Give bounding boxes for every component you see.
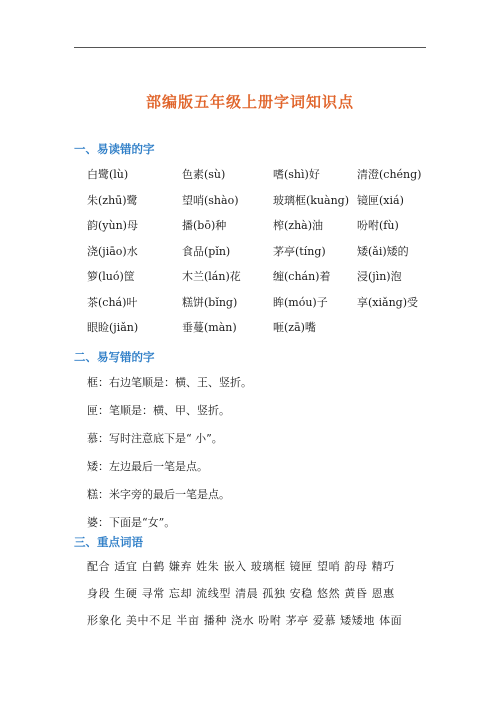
list-item: 匣：笔顺是：横、甲、竖折。 <box>87 404 230 417</box>
list-item: 婆：下面是“女”。 <box>87 516 176 529</box>
word-line: 身段 生硬 寻常 忘却 流线型 清晨 孤独 安稳 悠然 黄昏 恩惠 <box>87 587 395 600</box>
grid-cell: 韵(yùn)母 <box>87 219 138 232</box>
grid-cell: 望哨(shào) <box>182 193 239 207</box>
word-line: 配合 适宜 白鹤 嫌弃 姓朱 嵌入 玻璃框 镜匣 望哨 韵母 精巧 <box>87 560 395 573</box>
grid-cell: 吩咐(fù) <box>357 219 399 232</box>
grid-cell: 嗜(shì)好 <box>273 168 320 181</box>
grid-cell: 镜匣(xiá) <box>357 193 404 207</box>
grid-cell: 箩(luó)筐 <box>87 270 135 283</box>
grid-cell: 播(bō)种 <box>182 219 227 232</box>
misread-words-grid <box>87 166 427 345</box>
grid-cell: 咂(zā)嘴 <box>273 321 316 334</box>
grid-cell: 眼睑(jiǎn) <box>87 321 139 334</box>
grid-cell: 白鹭(lù) <box>87 168 129 181</box>
grid-cell: 享(xiǎng)受 <box>357 295 418 309</box>
grid-row <box>87 294 427 320</box>
list-item: 矮：左边最后一笔是点。 <box>87 460 208 473</box>
section-heading-misread: 一、易读错的字 <box>74 142 155 156</box>
grid-cell: 缠(chán)着 <box>273 270 331 283</box>
list-item: 糕：米字旁的最后一笔是点。 <box>87 488 230 501</box>
grid-cell: 色素(sù) <box>182 168 226 181</box>
grid-cell: 茅亭(tíng) <box>273 244 326 258</box>
grid-row <box>87 243 427 269</box>
list-item: 慕：写时注意底下是“ 小”。 <box>87 432 223 445</box>
grid-cell: 木兰(lán)花 <box>182 270 241 283</box>
section-heading-key-words: 三、重点词语 <box>74 535 143 549</box>
grid-cell: 榨(zhà)油 <box>273 219 324 232</box>
section-heading-miswritten: 二、易写错的字 <box>74 350 155 364</box>
miswritten-list <box>87 374 427 542</box>
grid-cell: 垂蔓(màn) <box>182 321 237 334</box>
grid-cell: 矮(ǎi)矮的 <box>357 244 409 258</box>
list-item: 框：右边笔顺是：横、王、竖折。 <box>87 376 252 389</box>
grid-cell: 食品(pǐn) <box>182 244 231 258</box>
word-line: 形象化 美中不足 半亩 播种 浇水 吩咐 茅亭 爱慕 矮矮地 体面 <box>87 614 403 627</box>
grid-cell: 糕饼(bǐng) <box>182 295 238 309</box>
grid-row <box>87 319 427 345</box>
grid-cell: 浸(jìn)泡 <box>357 270 402 283</box>
grid-row <box>87 268 427 294</box>
grid-cell: 茶(chá)叶 <box>87 295 138 309</box>
grid-row <box>87 192 427 218</box>
page-title: 部编版五年级上册字词知识点 <box>145 93 354 111</box>
grid-row <box>87 166 427 192</box>
grid-cell: 眸(móu)子 <box>273 295 328 309</box>
header-rule <box>74 47 426 48</box>
grid-cell: 朱(zhū)鹭 <box>87 193 138 207</box>
grid-row <box>87 217 427 243</box>
key-words-block <box>87 558 432 639</box>
grid-cell: 玻璃框(kuàng) <box>273 193 350 207</box>
grid-cell: 清澄(chéng) <box>357 168 422 181</box>
grid-cell: 浇(jiāo)水 <box>87 244 138 258</box>
